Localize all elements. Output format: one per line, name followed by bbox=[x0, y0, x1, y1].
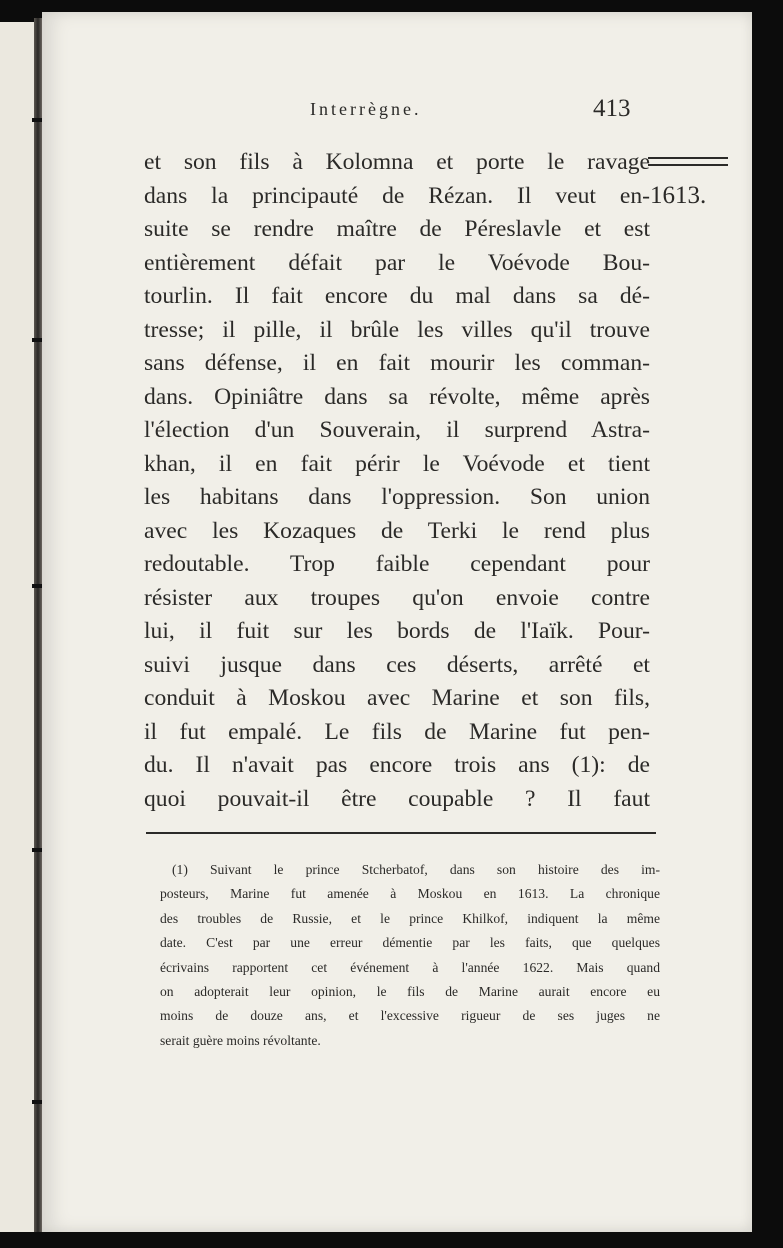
footnote bbox=[160, 858, 660, 1053]
footnote-line: écrivains rapportent cet événement à l'année 1622. Mais quand bbox=[160, 959, 660, 975]
body-line: et son fils à Kolomna et porte le ravage bbox=[144, 149, 650, 175]
facing-page-edge bbox=[0, 22, 36, 1232]
body-line: résister aux troupes qu'on envoie contre bbox=[144, 584, 650, 611]
footnote-line: serait guère moins révoltante. bbox=[160, 1032, 321, 1048]
footnote-line: posteurs, Marine fut amenée à Moskou en 1613. La chronique bbox=[160, 886, 660, 902]
footnote-line: moins de douze ans, et l'excessive rigueur de ses juges ne bbox=[160, 1008, 660, 1024]
footnote-line: date. C'est par une erreur démentie par les faits, que quelques bbox=[160, 935, 660, 951]
body-line: avec les Kozaques de Terki le rend plus bbox=[144, 517, 650, 544]
body-line: entièrement défait par le Voévode Bou- bbox=[144, 249, 650, 276]
body-line: tourlin. Il fait encore du mal dans sa dé- bbox=[144, 283, 650, 309]
book-page bbox=[42, 12, 752, 1232]
body-line: lui, il fuit sur les bords de l'Iaïk. Pour- bbox=[144, 618, 650, 644]
body-line: suite se rendre maître de Péreslavle et est bbox=[144, 216, 650, 242]
body-line: sans défense, il en fait mourir les comman- bbox=[144, 350, 650, 376]
body-line: dans. Opiniâtre dans sa révolte, même après bbox=[144, 383, 650, 410]
footnote-separator bbox=[146, 832, 656, 834]
footnote-line: (1) Suivant le prince Stcherbatof, dans son histoire des im- bbox=[172, 862, 660, 877]
binding-stitch bbox=[32, 584, 42, 588]
running-head bbox=[42, 95, 752, 129]
body-line: redoutable. Trop faible cependant pour bbox=[144, 551, 650, 577]
body-text bbox=[144, 146, 650, 816]
binding-stitch bbox=[32, 1100, 42, 1104]
body-line: l'élection d'un Souverain, il surprend Astra- bbox=[144, 417, 650, 443]
body-line: conduit à Moskou avec Marine et son fils, bbox=[144, 685, 650, 711]
book-binding bbox=[34, 18, 42, 1232]
margin-year-note: 1613. bbox=[650, 182, 707, 209]
binding-stitch bbox=[32, 848, 42, 852]
margin-double-rule bbox=[648, 157, 728, 166]
body-line: quoi pouvait-il être coupable ? Il faut bbox=[144, 785, 650, 812]
footnote-line: on adopterait leur opinion, le fils de Marine aurait encore eu bbox=[160, 983, 660, 999]
body-line: les habitans dans l'oppression. Son union bbox=[144, 484, 650, 510]
body-line: suivi jusque dans ces déserts, arrêté et bbox=[144, 651, 650, 678]
page-number: 413 bbox=[593, 95, 631, 122]
footnote-line: des troubles de Russie, et le prince Khilkof, indiquent la même bbox=[160, 910, 660, 926]
binding-stitch bbox=[32, 118, 42, 122]
body-line: il fut empalé. Le fils de Marine fut pen- bbox=[144, 718, 650, 745]
body-line: khan, il en fait périr le Voévode et tient bbox=[144, 450, 650, 477]
running-head-title: Interrègne. bbox=[310, 99, 422, 119]
binding-stitch bbox=[32, 338, 42, 342]
body-line: dans la principauté de Rézan. Il veut en- bbox=[144, 182, 650, 209]
body-line: du. Il n'avait pas encore trois ans (1): de bbox=[144, 752, 650, 778]
body-line: tresse; il pille, il brûle les villes qu'il trouve bbox=[144, 316, 650, 343]
